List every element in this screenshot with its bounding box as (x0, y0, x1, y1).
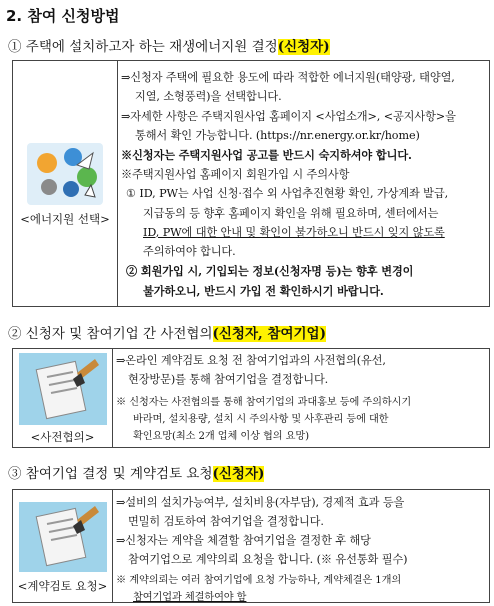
step-1-line-2: 지열, 소형풍력)을 선택합니다. (135, 90, 282, 103)
step-3-line-3: ⇒신청자는 계약을 체결할 참여기업을 결정한 후 해당 (116, 534, 371, 547)
step-3-highlight: (신청자) (212, 466, 265, 482)
step-2-line-4: 바라며, 설치용량, 설치 시 주의사항 및 사후관리 등에 대한 (133, 414, 389, 425)
step-2-line-5: 확인요망(최소 2개 업체 이상 협의 요망) (133, 431, 309, 442)
section-heading: 2. 참여 신청방법 (6, 7, 120, 25)
step-1-number: ① (8, 39, 22, 55)
step-1-line-10: 주의하여야 합니다. (143, 245, 236, 258)
step-1-line-9: ID, PW에 대한 안내 및 확인이 불가하오니 반드시 잊지 않도록 (143, 226, 445, 239)
step-3-line-2: 면밀히 검토하여 참여기업을 결정합니다. (128, 515, 324, 528)
step-1-highlight: (신청자) (277, 39, 330, 55)
step-1-line-8: 지급동의 등 향후 홈페이지 확인을 위해 필요하며, 센터에서는 (143, 207, 439, 220)
step-2-line-2: 현장방문)를 통해 참여기업을 결정합니다. (128, 373, 329, 386)
step-3-line-6: 참여기업과 체결하여야 함 (133, 592, 247, 603)
step-2-text-column (113, 349, 489, 447)
step-3-image-column (13, 490, 113, 602)
energy-source-icon (27, 143, 103, 205)
step-3-title-text: 참여기업 결정 및 계약검토 요청 (25, 466, 213, 482)
step-3-line-1: ⇒설비의 설치가능여부, 설치비용(자부담), 경제적 효과 등을 (116, 496, 405, 509)
step-1-line-3: ⇒자세한 사항은 주택지원사업 홈페이지 <사업소개>, <공지사항>을 (121, 110, 456, 123)
step-3-line-5: ※ 계약의뢰는 여러 참여기업에 요청 가능하나, 계약체결은 1개의 (116, 575, 402, 586)
step-2-highlight: (신청자, 참여기업) (212, 326, 326, 342)
step-1-line-4: 통해서 확인 가능합니다. (https://nr.energy.or.kr/home) (135, 129, 420, 142)
step-1-line-6: ※주택지원사업 홈페이지 회원가입 시 주의사항 (121, 168, 350, 181)
step-2-number: ② (8, 326, 22, 342)
step-1-text-column (118, 61, 489, 306)
step-1-line-12: 불가하오니, 반드시 가입 전 확인하시기 바랍니다. (143, 284, 384, 298)
step-2-title-text: 신청자 및 참여기업 간 사전협의 (25, 326, 213, 342)
step-1-title-text: 주택에 설치하고자 하는 재생에너지원 결정 (25, 39, 278, 55)
step-3-title (8, 462, 264, 482)
step-3-caption: <계약검토 요청> (17, 579, 108, 593)
step-3-number: ③ (8, 466, 22, 482)
step-1-line-11: ② 회원가입 시, 기입되는 정보(신청자명 등)는 향후 변경이 (126, 264, 414, 278)
step-1-image-column (13, 61, 118, 306)
step-1-caption: <에너지원 선택> (20, 212, 110, 226)
step-2-title (8, 322, 326, 342)
step-3-box (12, 489, 490, 603)
step-2-box (12, 348, 490, 448)
step-1-line-5: ※신청자는 주택지원사업 공고를 반드시 숙지하셔야 합니다. (121, 148, 412, 162)
step-1-line-1: ⇒신청자 주택에 필요한 용도에 따라 적합한 에너지원(태양광, 태양열, (121, 71, 455, 84)
step-2-image-column (13, 349, 113, 447)
step-1-title (8, 35, 330, 55)
step-2-caption: <사전협의> (30, 430, 95, 444)
step-3-line-4: 참여기업으로 계약의뢰 요청을 합니다. (※ 유선통화 필수) (128, 553, 408, 566)
contract-review-icon (19, 502, 107, 572)
consultation-icon (19, 353, 107, 425)
step-3-text-column (113, 490, 489, 602)
step-2-line-1: ⇒온라인 계약검토 요청 전 참여기업과의 사전협의(유선, (116, 354, 386, 367)
step-1-box (12, 60, 490, 307)
step-1-line-7: ① ID, PW는 사업 신청·접수 외 사업추진현황 확인, 가상계좌 발급, (126, 187, 449, 200)
step-2-line-3: ※ 신청자는 사전협의를 통해 참여기업의 과대홍보 등에 주의하시기 (116, 397, 412, 408)
